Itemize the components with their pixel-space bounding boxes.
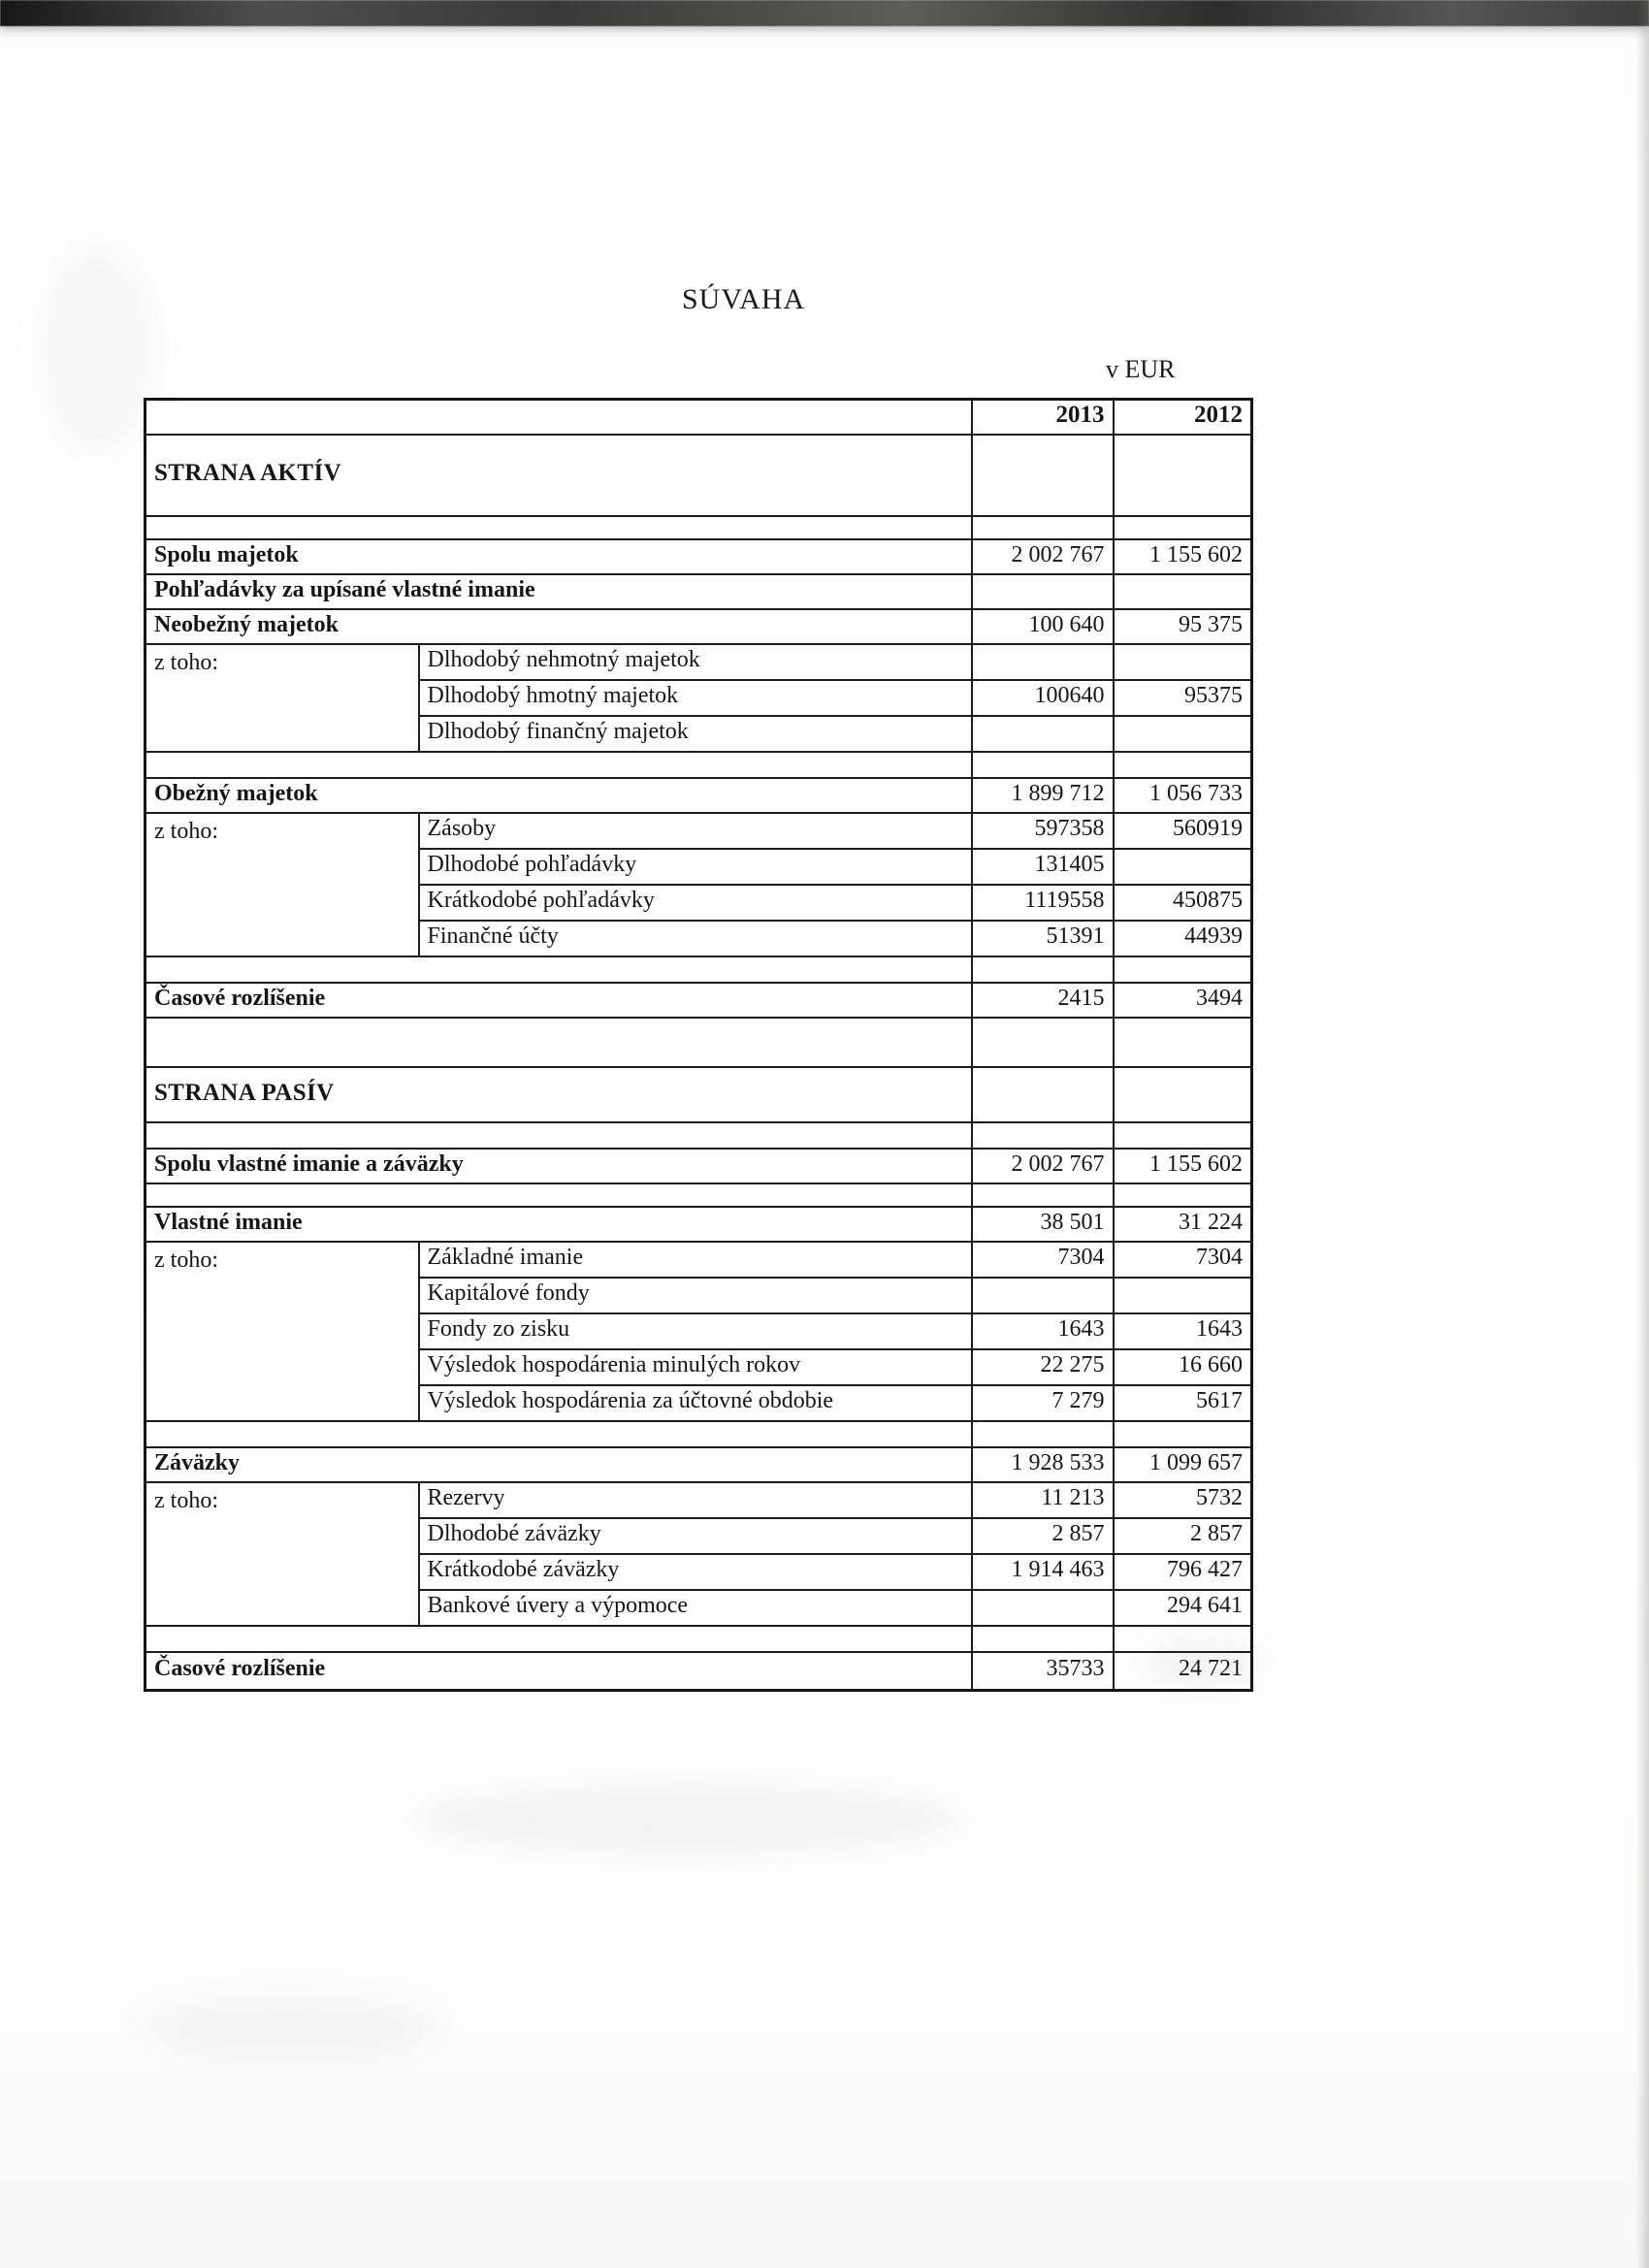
spacer-cell xyxy=(972,516,1114,539)
spacer-cell xyxy=(146,1018,972,1044)
value-2013-cell: 597358 xyxy=(972,813,1114,849)
value-2012-cell: 1 155 602 xyxy=(1114,1149,1252,1183)
item-label-cell: Krátkodobé pohľadávky xyxy=(419,885,972,921)
table-row xyxy=(146,778,1252,813)
value-2012-cell: 1643 xyxy=(1114,1313,1252,1349)
table-row xyxy=(146,644,1252,680)
value-2013-cell: 22 275 xyxy=(972,1349,1114,1385)
scan-smudge xyxy=(417,1785,960,1853)
row-label-cell: Obežný majetok xyxy=(146,778,972,813)
value-2012-cell: 95 375 xyxy=(1114,609,1252,644)
value-2012-cell xyxy=(1114,435,1252,516)
spacer-cell xyxy=(146,516,972,539)
table-row xyxy=(146,1652,1252,1691)
year-2013-header-cell: 2013 xyxy=(972,400,1114,435)
spacer-cell xyxy=(972,1018,1114,1044)
scan-artifact-right-edge xyxy=(1635,0,1649,2268)
value-2013-cell xyxy=(972,644,1114,680)
spacer-cell xyxy=(972,1626,1114,1652)
value-2012-cell: 31 224 xyxy=(1114,1207,1252,1242)
header-label-cell xyxy=(146,400,972,435)
table-row xyxy=(146,539,1252,574)
value-2012-cell xyxy=(1114,849,1252,885)
value-2012-cell xyxy=(1114,1278,1252,1313)
table-row xyxy=(146,1207,1252,1242)
item-label-cell: Bankové úvery a výpomoce xyxy=(419,1590,972,1626)
spacer-cell xyxy=(1114,1044,1252,1067)
spacer-cell xyxy=(146,1183,972,1207)
table-row xyxy=(146,1626,1252,1652)
table-row xyxy=(146,400,1252,435)
table-row xyxy=(146,1044,1252,1067)
spacer-cell xyxy=(1114,1626,1252,1652)
table-row xyxy=(146,1447,1252,1482)
value-2013-cell: 2 002 767 xyxy=(972,1149,1114,1183)
value-2012-cell: 3494 xyxy=(1114,983,1252,1018)
value-2012-cell: 450875 xyxy=(1114,885,1252,921)
value-2012-cell: 5732 xyxy=(1114,1482,1252,1518)
item-label-cell: Dlhodobý finančný majetok xyxy=(419,716,972,752)
spacer-cell xyxy=(972,1183,1114,1207)
spacer-cell xyxy=(146,1044,972,1067)
value-2012-cell xyxy=(1114,574,1252,609)
scan-smudge xyxy=(146,1998,436,2057)
value-2013-cell xyxy=(972,574,1114,609)
value-2013-cell: 7304 xyxy=(972,1242,1114,1278)
item-label-cell: Výsledok hospodárenia minulých rokov xyxy=(419,1349,972,1385)
value-2013-cell: 1119558 xyxy=(972,885,1114,921)
table-row xyxy=(146,1421,1252,1447)
item-label-cell: Výsledok hospodárenia za účtovné obdobie xyxy=(419,1385,972,1421)
spacer-cell xyxy=(1114,956,1252,983)
table-row xyxy=(146,1122,1252,1149)
spacer-cell xyxy=(1114,516,1252,539)
balance-sheet-table xyxy=(144,398,1253,1692)
scan-artifact-top-edge xyxy=(0,0,1649,26)
currency-note: v EUR xyxy=(1106,355,1176,383)
value-2012-cell: 1 056 733 xyxy=(1114,778,1252,813)
spacer-cell xyxy=(1114,1421,1252,1447)
table-row xyxy=(146,1482,1252,1518)
value-2013-cell: 51391 xyxy=(972,921,1114,956)
item-label-cell: Kapitálové fondy xyxy=(419,1278,972,1313)
spacer-cell xyxy=(146,1122,972,1149)
row-label-cell: Vlastné imanie xyxy=(146,1207,972,1242)
section-label-cell: STRANA PASÍV xyxy=(146,1067,972,1122)
value-2013-cell xyxy=(972,1067,1114,1122)
spacer-cell xyxy=(146,1626,972,1652)
table-row xyxy=(146,435,1252,516)
spacer-cell xyxy=(146,1421,972,1447)
value-2012-cell: 24 721 xyxy=(1114,1652,1252,1691)
table-row xyxy=(146,574,1252,609)
item-label-cell: Krátkodobé záväzky xyxy=(419,1554,972,1590)
value-2012-cell: 95375 xyxy=(1114,680,1252,716)
table-row xyxy=(146,516,1252,539)
table-row xyxy=(146,956,1252,983)
row-label-cell: Neobežný majetok xyxy=(146,609,972,644)
table-row xyxy=(146,1183,1252,1207)
item-label-cell: Dlhodobý nehmotný majetok xyxy=(419,644,972,680)
table-row xyxy=(146,1018,1252,1044)
value-2013-cell: 1 928 533 xyxy=(972,1447,1114,1482)
table-row xyxy=(146,1149,1252,1183)
value-2013-cell: 2 002 767 xyxy=(972,539,1114,574)
value-2013-cell xyxy=(972,1278,1114,1313)
table-row xyxy=(146,609,1252,644)
spacer-cell xyxy=(972,956,1114,983)
value-2013-cell xyxy=(972,1590,1114,1626)
value-2012-cell: 1 155 602 xyxy=(1114,539,1252,574)
row-label-cell: Časové rozlíšenie xyxy=(146,983,972,1018)
item-label-cell: Dlhodobý hmotný majetok xyxy=(419,680,972,716)
group-aside-cell: z toho: xyxy=(146,1242,419,1421)
value-2013-cell: 2 857 xyxy=(972,1518,1114,1554)
value-2013-cell xyxy=(972,435,1114,516)
value-2013-cell xyxy=(972,716,1114,752)
table-row xyxy=(146,752,1252,778)
value-2012-cell: 7304 xyxy=(1114,1242,1252,1278)
item-label-cell: Dlhodobé pohľadávky xyxy=(419,849,972,885)
spacer-cell xyxy=(146,752,972,778)
value-2012-cell: 2 857 xyxy=(1114,1518,1252,1554)
item-label-cell: Dlhodobé záväzky xyxy=(419,1518,972,1554)
scan-smudge xyxy=(39,243,155,456)
spacer-cell xyxy=(972,1044,1114,1067)
item-label-cell: Rezervy xyxy=(419,1482,972,1518)
spacer-cell xyxy=(1114,1018,1252,1044)
document-title: SÚVAHA xyxy=(682,283,806,315)
group-aside-cell: z toho: xyxy=(146,813,419,956)
spacer-cell xyxy=(1114,1183,1252,1207)
spacer-cell xyxy=(1114,1122,1252,1149)
value-2012-cell: 44939 xyxy=(1114,921,1252,956)
row-label-cell: Spolu majetok xyxy=(146,539,972,574)
spacer-cell xyxy=(1114,752,1252,778)
item-label-cell: Zásoby xyxy=(419,813,972,849)
value-2013-cell: 100640 xyxy=(972,680,1114,716)
value-2013-cell: 7 279 xyxy=(972,1385,1114,1421)
value-2013-cell: 1643 xyxy=(972,1313,1114,1349)
section-label-cell: STRANA AKTÍV xyxy=(146,435,972,516)
value-2012-cell: 5617 xyxy=(1114,1385,1252,1421)
item-label-cell: Základné imanie xyxy=(419,1242,972,1278)
item-label-cell: Finančné účty xyxy=(419,921,972,956)
value-2013-cell: 100 640 xyxy=(972,609,1114,644)
table-row xyxy=(146,1067,1252,1122)
value-2013-cell: 2415 xyxy=(972,983,1114,1018)
table-row xyxy=(146,813,1252,849)
spacer-cell xyxy=(972,752,1114,778)
value-2012-cell xyxy=(1114,1067,1252,1122)
value-2013-cell: 131405 xyxy=(972,849,1114,885)
value-2012-cell: 1 099 657 xyxy=(1114,1447,1252,1482)
value-2012-cell xyxy=(1114,644,1252,680)
row-label-cell: Spolu vlastné imanie a záväzky xyxy=(146,1149,972,1183)
group-aside-cell: z toho: xyxy=(146,644,419,752)
table-row xyxy=(146,1242,1252,1278)
row-label-cell: Pohľadávky za upísané vlastné imanie xyxy=(146,574,972,609)
value-2013-cell: 38 501 xyxy=(972,1207,1114,1242)
value-2013-cell: 1 914 463 xyxy=(972,1554,1114,1590)
value-2012-cell: 560919 xyxy=(1114,813,1252,849)
group-aside-cell: z toho: xyxy=(146,1482,419,1626)
row-label-cell: Záväzky xyxy=(146,1447,972,1482)
value-2013-cell: 11 213 xyxy=(972,1482,1114,1518)
spacer-cell xyxy=(972,1421,1114,1447)
table-row xyxy=(146,983,1252,1018)
value-2012-cell: 294 641 xyxy=(1114,1590,1252,1626)
value-2013-cell: 35733 xyxy=(972,1652,1114,1691)
value-2012-cell: 16 660 xyxy=(1114,1349,1252,1385)
spacer-cell xyxy=(972,1122,1114,1149)
spacer-cell xyxy=(146,956,972,983)
value-2012-cell xyxy=(1114,716,1252,752)
row-label-cell: Časové rozlíšenie xyxy=(146,1652,972,1691)
year-2012-header-cell: 2012 xyxy=(1114,400,1252,435)
value-2013-cell: 1 899 712 xyxy=(972,778,1114,813)
value-2012-cell: 796 427 xyxy=(1114,1554,1252,1590)
item-label-cell: Fondy zo zisku xyxy=(419,1313,972,1349)
